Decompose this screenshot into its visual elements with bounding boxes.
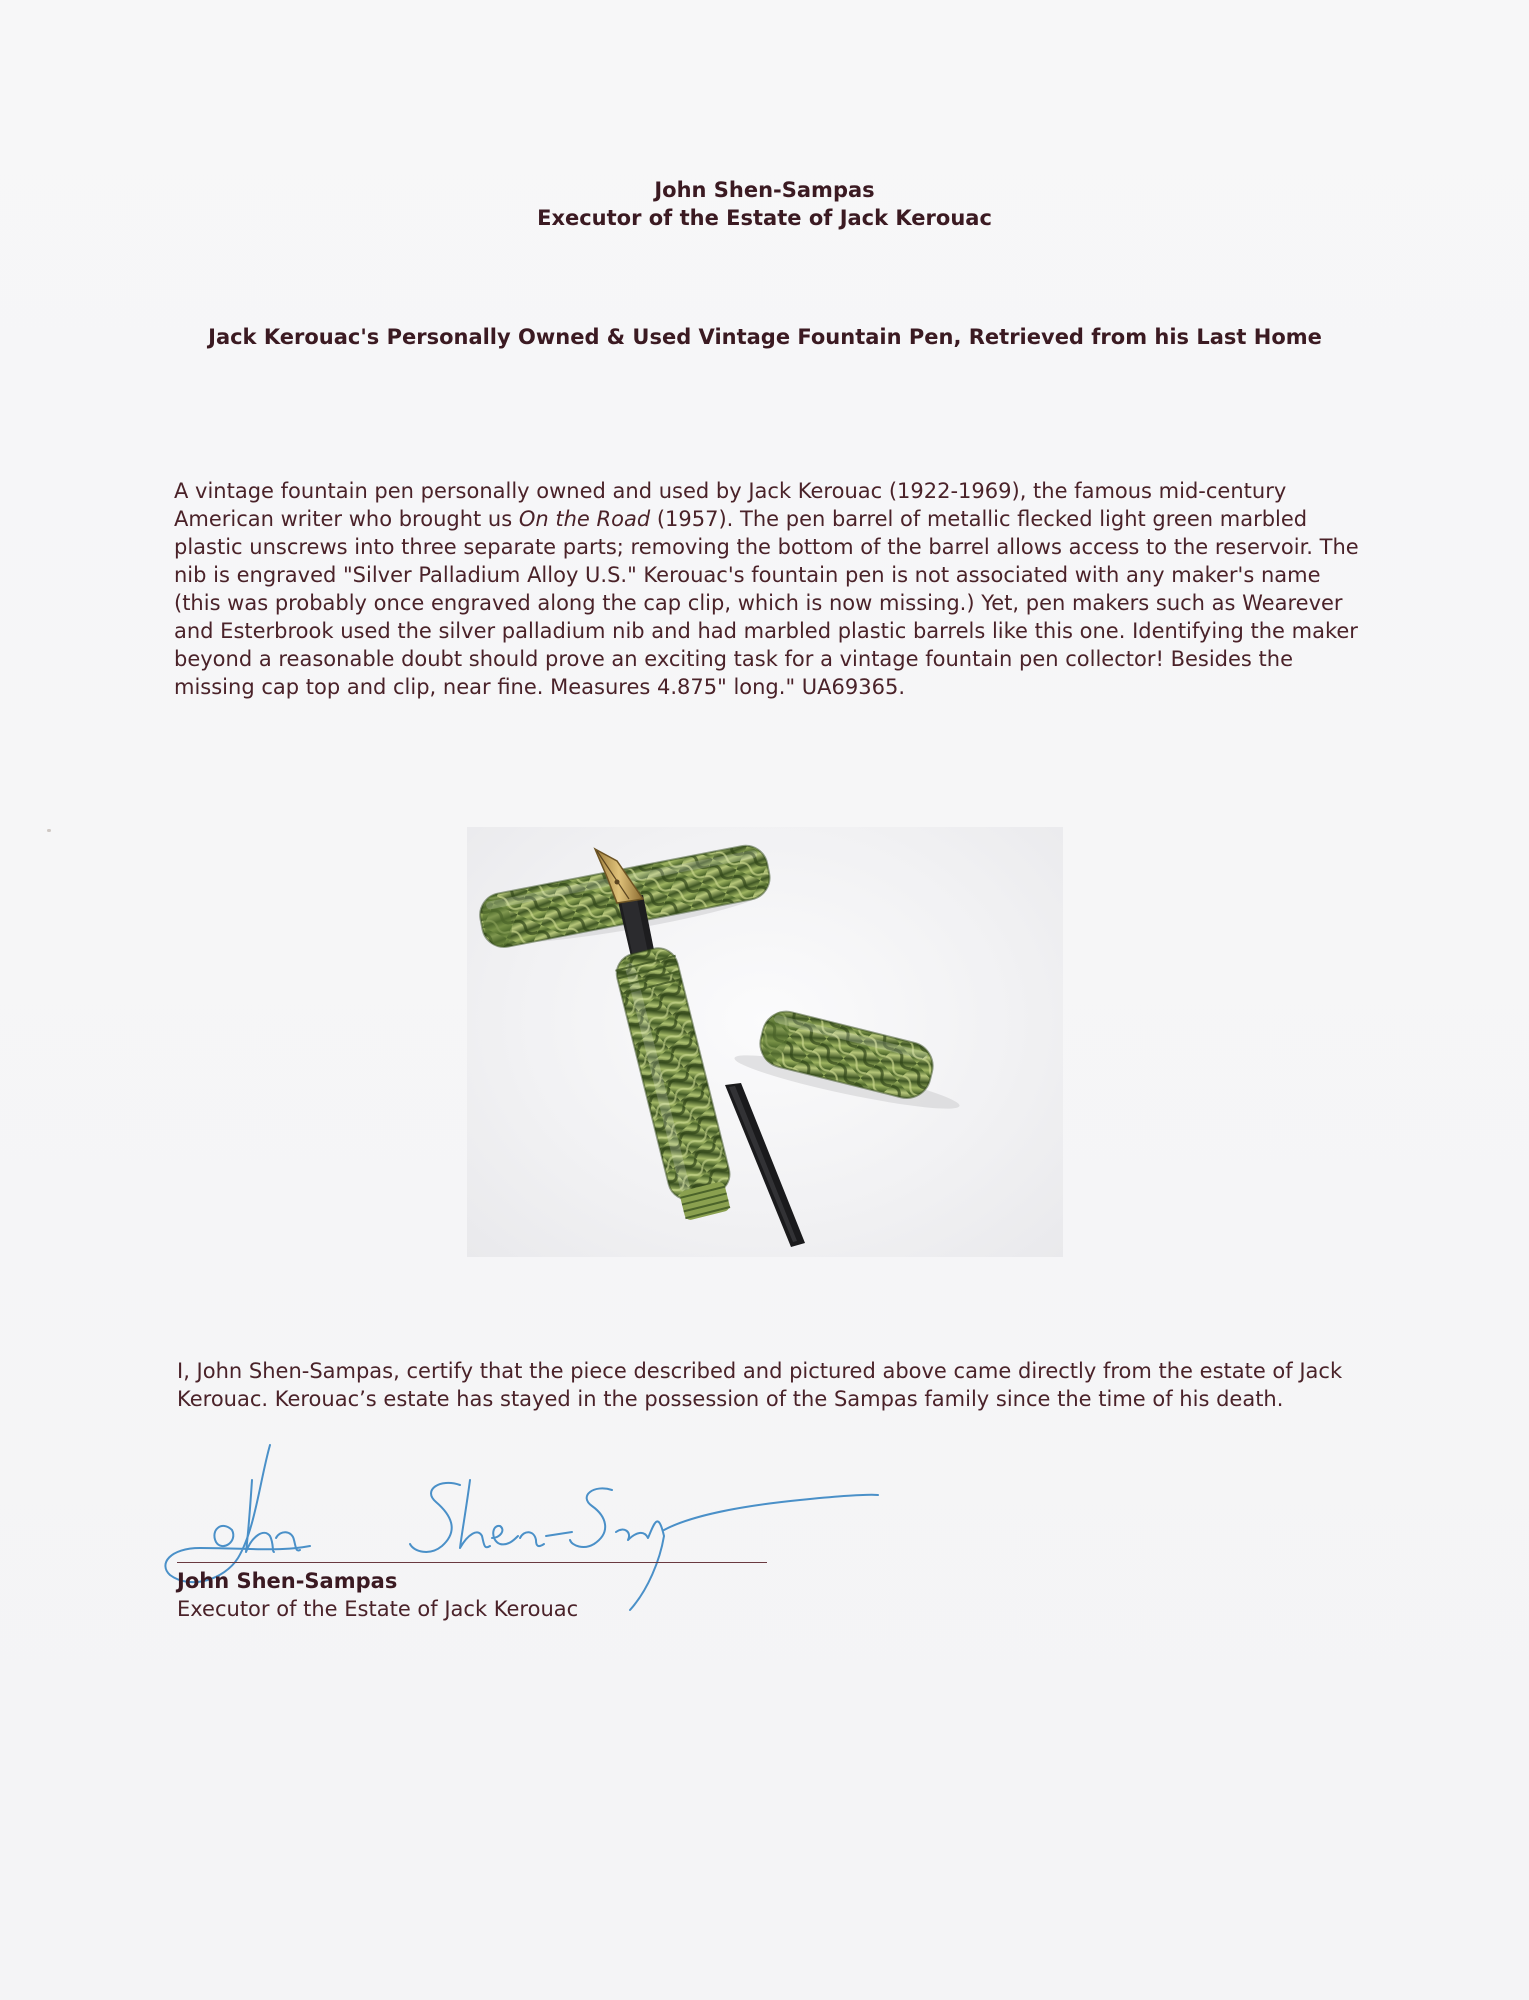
header-role: Executor of the Estate of Jack Kerouac [537, 206, 992, 230]
signatory-role: Executor of the Estate of Jack Kerouac [177, 1597, 579, 1621]
certification-statement: I, John Shen-Sampas, certify that the piece described and pictured above came directly from the estate of Jack Kerouac. Kerouac’s estate has stayed in the possession of the Sampas family since the time of his death. [177, 1359, 1343, 1411]
book-title: On the Road [518, 507, 651, 531]
paper-speck [47, 829, 51, 832]
header-block [0, 176, 1529, 232]
pen-barrel [613, 944, 739, 1223]
document-title: Jack Kerouac's Personally Owned & Used Vintage Fountain Pen, Retrieved from his Last Home [208, 325, 1322, 349]
signature-line [177, 1562, 767, 1563]
pen-reservoir [725, 1083, 805, 1247]
header-name: John Shen-Sampas [654, 178, 875, 202]
pen-photo [467, 827, 1063, 1257]
signatory-name: John Shen-Sampas [177, 1569, 398, 1593]
description-part-1: A vintage fountain pen personally owned and used by Jack Kerouac (1922-1969), the famous mid-century American writer who brought us [174, 479, 1287, 531]
item-description [174, 477, 1364, 701]
description-part-2: (1957). The pen barrel of metallic flecked light green marbled plastic unscrews into three separate parts; removing the bottom of the barrel allows access to the reservoir. The nib is engraved "Silver Palladium Alloy U.S." Kerouac's fountain pen is not associated with any maker's name (this was probably once engraved along the cap clip, which is now missing.) Yet, pen makers such as Wearever and Esterbrook used the silver palladium nib and had marbled plastic barrels like this one. Identifying the maker beyond a reasonable doubt should prove an exciting task for a vintage fountain pen collector! Besides the missing cap top and clip, near fine. Measures 4.875" long." UA69365. [174, 507, 1359, 699]
fountain-pen-image [467, 827, 1063, 1257]
